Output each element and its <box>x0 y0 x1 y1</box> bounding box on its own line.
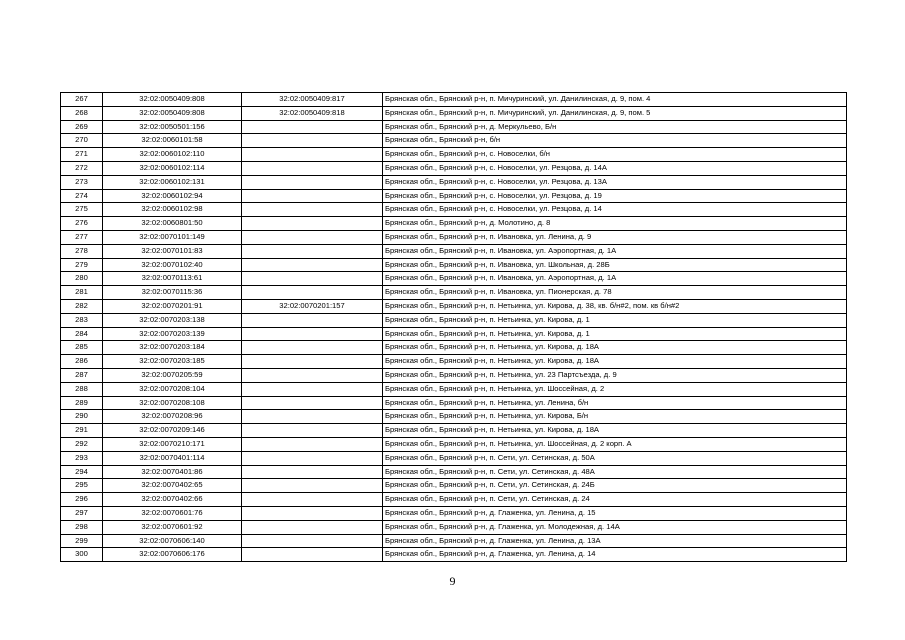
row-number-cell: 268 <box>61 106 103 120</box>
table-row <box>61 548 847 562</box>
building-number-cell <box>242 161 383 175</box>
row-number-cell: 272 <box>61 161 103 175</box>
table-row <box>61 189 847 203</box>
cadastral-number-cell: 32:02:0050409:808 <box>103 93 242 107</box>
address-cell: Брянская обл., Брянский р-н, п. Ивановка, ул. Пионерская, д. 78 <box>383 286 847 300</box>
cadastral-number-cell: 32:02:0070601:76 <box>103 506 242 520</box>
address-cell: Брянская обл., Брянский р-н, с. Новоселки, ул. Резцова, д. 13А <box>383 175 847 189</box>
building-number-cell <box>242 437 383 451</box>
row-number-cell: 273 <box>61 175 103 189</box>
building-number-cell <box>242 396 383 410</box>
table-row <box>61 134 847 148</box>
address-cell: Брянская обл., Брянский р-н, с. Новоселки, ул. Резцова, д. 14А <box>383 161 847 175</box>
table-row <box>61 313 847 327</box>
cadastral-number-cell: 32:02:0060102:114 <box>103 161 242 175</box>
row-number-cell: 290 <box>61 410 103 424</box>
cadastral-number-cell: 32:02:0070402:65 <box>103 479 242 493</box>
building-number-cell <box>242 327 383 341</box>
row-number-cell: 269 <box>61 120 103 134</box>
cadastral-number-cell: 32:02:0060102:98 <box>103 203 242 217</box>
building-number-cell <box>242 355 383 369</box>
table-row <box>61 120 847 134</box>
address-cell: Брянская обл., Брянский р-н, п. Нетьинка, ул. Шоссейная, д. 2 <box>383 382 847 396</box>
address-cell: Брянская обл., Брянский р-н, д. Глаженка, ул. Ленина, д. 15 <box>383 506 847 520</box>
table-row <box>61 479 847 493</box>
row-number-cell: 284 <box>61 327 103 341</box>
row-number-cell: 295 <box>61 479 103 493</box>
building-number-cell <box>242 451 383 465</box>
row-number-cell: 288 <box>61 382 103 396</box>
table-row <box>61 93 847 107</box>
building-number-cell <box>242 382 383 396</box>
cadastral-number-cell: 32:02:0070401:86 <box>103 465 242 479</box>
building-number-cell <box>242 272 383 286</box>
page-number: 9 <box>449 574 456 588</box>
address-cell: Брянская обл., Брянский р-н, д. Меркульево, Б/н <box>383 120 847 134</box>
building-number-cell <box>242 368 383 382</box>
row-number-cell: 287 <box>61 368 103 382</box>
table-row <box>61 258 847 272</box>
cadastral-number-cell: 32:02:0050409:808 <box>103 106 242 120</box>
row-number-cell: 282 <box>61 299 103 313</box>
address-cell: Брянская обл., Брянский р-н, п. Нетьинка, ул. Кирова, д. 1 <box>383 327 847 341</box>
cadastral-number-cell: 32:02:0050501:156 <box>103 120 242 134</box>
table-row <box>61 217 847 231</box>
row-number-cell: 285 <box>61 341 103 355</box>
building-number-cell <box>242 341 383 355</box>
building-number-cell <box>242 313 383 327</box>
building-number-cell <box>242 465 383 479</box>
row-number-cell: 276 <box>61 217 103 231</box>
row-number-cell: 267 <box>61 93 103 107</box>
cadastral-number-cell: 32:02:0070606:176 <box>103 548 242 562</box>
cadastral-number-cell: 32:02:0070101:83 <box>103 244 242 258</box>
address-cell: Брянская обл., Брянский р-н, п. Нетьинка, ул. Кирова, д. 1 <box>383 313 847 327</box>
cadastral-number-cell: 32:02:0060102:110 <box>103 148 242 162</box>
building-number-cell <box>242 203 383 217</box>
row-number-cell: 291 <box>61 424 103 438</box>
table-row <box>61 451 847 465</box>
cadastral-number-cell: 32:02:0070115:36 <box>103 286 242 300</box>
address-cell: Брянская обл., Брянский р-н, п. Нетьинка, ул. 23 Партсъезда, д. 9 <box>383 368 847 382</box>
table-row <box>61 341 847 355</box>
table-row <box>61 506 847 520</box>
address-cell: Брянская обл., Брянский р-н, с. Новоселки, ул. Резцова, д. 19 <box>383 189 847 203</box>
cadastral-number-cell: 32:02:0070208:96 <box>103 410 242 424</box>
cadastral-number-cell: 32:02:0070201:91 <box>103 299 242 313</box>
row-number-cell: 297 <box>61 506 103 520</box>
row-number-cell: 299 <box>61 534 103 548</box>
cadastral-number-cell: 32:02:0070102:40 <box>103 258 242 272</box>
cadastral-number-cell: 32:02:0070203:139 <box>103 327 242 341</box>
table-row <box>61 424 847 438</box>
row-number-cell: 296 <box>61 493 103 507</box>
building-number-cell: 32:02:0050409:817 <box>242 93 383 107</box>
cadastral-number-cell: 32:02:0070209:146 <box>103 424 242 438</box>
building-number-cell <box>242 286 383 300</box>
address-cell: Брянская обл., Брянский р-н, д. Глаженка, ул. Молодежная, д. 14А <box>383 520 847 534</box>
cadastral-number-cell: 32:02:0070606:140 <box>103 534 242 548</box>
cadastral-number-cell: 32:02:0060801:50 <box>103 217 242 231</box>
table-row <box>61 244 847 258</box>
cadastral-number-cell: 32:02:0060102:131 <box>103 175 242 189</box>
address-cell: Брянская обл., Брянский р-н, п. Мичуринский, ул. Данилинская, д. 9, пом. 4 <box>383 93 847 107</box>
table-row <box>61 230 847 244</box>
row-number-cell: 277 <box>61 230 103 244</box>
row-number-cell: 283 <box>61 313 103 327</box>
table-row <box>61 161 847 175</box>
cadastral-number-cell: 32:02:0070203:184 <box>103 341 242 355</box>
address-cell: Брянская обл., Брянский р-н, п. Нетьинка, ул. Ленина, б/н <box>383 396 847 410</box>
building-number-cell <box>242 493 383 507</box>
address-cell: Брянская обл., Брянский р-н, с. Новоселки, б/н <box>383 148 847 162</box>
building-number-cell <box>242 230 383 244</box>
building-number-cell <box>242 175 383 189</box>
cadastral-number-cell: 32:02:0070101:149 <box>103 230 242 244</box>
table-row <box>61 299 847 313</box>
row-number-cell: 275 <box>61 203 103 217</box>
cadastral-number-cell: 32:02:0070113:61 <box>103 272 242 286</box>
cadastral-number-cell: 32:02:0070208:108 <box>103 396 242 410</box>
building-number-cell <box>242 148 383 162</box>
address-cell: Брянская обл., Брянский р-н, б/н <box>383 134 847 148</box>
table-row <box>61 465 847 479</box>
building-number-cell <box>242 189 383 203</box>
table-row <box>61 437 847 451</box>
building-number-cell <box>242 134 383 148</box>
table-row <box>61 493 847 507</box>
building-number-cell <box>242 424 383 438</box>
building-number-cell <box>242 217 383 231</box>
table-row <box>61 286 847 300</box>
address-cell: Брянская обл., Брянский р-н, п. Ивановка, ул. Ленина, д. 9 <box>383 230 847 244</box>
row-number-cell: 279 <box>61 258 103 272</box>
row-number-cell: 300 <box>61 548 103 562</box>
table-row <box>61 534 847 548</box>
cadastral-number-cell: 32:02:0060102:94 <box>103 189 242 203</box>
building-number-cell: 32:02:0050409:818 <box>242 106 383 120</box>
cadastral-number-cell: 32:02:0070205:59 <box>103 368 242 382</box>
cadastral-number-cell: 32:02:0060101:58 <box>103 134 242 148</box>
cadastral-number-cell: 32:02:0070402:66 <box>103 493 242 507</box>
table-row <box>61 203 847 217</box>
address-cell: Брянская обл., Брянский р-н, п. Сети, ул. Сетинская, д. 48А <box>383 465 847 479</box>
property-table <box>60 92 847 562</box>
building-number-cell <box>242 479 383 493</box>
address-cell: Брянская обл., Брянский р-н, д. Молотино, д. 8 <box>383 217 847 231</box>
row-number-cell: 280 <box>61 272 103 286</box>
row-number-cell: 293 <box>61 451 103 465</box>
row-number-cell: 289 <box>61 396 103 410</box>
table-row <box>61 382 847 396</box>
cadastral-number-cell: 32:02:0070401:114 <box>103 451 242 465</box>
table-row <box>61 396 847 410</box>
row-number-cell: 274 <box>61 189 103 203</box>
cadastral-number-cell: 32:02:0070208:104 <box>103 382 242 396</box>
table-row <box>61 355 847 369</box>
address-cell: Брянская обл., Брянский р-н, п. Нетьинка, ул. Кирова, Б/н <box>383 410 847 424</box>
address-cell: Брянская обл., Брянский р-н, п. Сети, ул. Сетинская, д. 50А <box>383 451 847 465</box>
building-number-cell <box>242 506 383 520</box>
address-cell: Брянская обл., Брянский р-н, п. Сети, ул. Сетинская, д. 24 <box>383 493 847 507</box>
building-number-cell <box>242 258 383 272</box>
row-number-cell: 298 <box>61 520 103 534</box>
table-row <box>61 272 847 286</box>
row-number-cell: 278 <box>61 244 103 258</box>
building-number-cell <box>242 120 383 134</box>
address-cell: Брянская обл., Брянский р-н, п. Ивановка, ул. Школьная, д. 28Б <box>383 258 847 272</box>
cadastral-number-cell: 32:02:0070601:92 <box>103 520 242 534</box>
table-row <box>61 175 847 189</box>
table-body <box>61 93 847 562</box>
address-cell: Брянская обл., Брянский р-н, п. Ивановка, ул. Аэропортная, д. 1А <box>383 244 847 258</box>
address-cell: Брянская обл., Брянский р-н, п. Сети, ул. Сетинская, д. 24Б <box>383 479 847 493</box>
row-number-cell: 294 <box>61 465 103 479</box>
table-row <box>61 148 847 162</box>
address-cell: Брянская обл., Брянский р-н, п. Нетьинка, ул. Шоссейная, д. 2 корп. А <box>383 437 847 451</box>
address-cell: Брянская обл., Брянский р-н, д. Глаженка, ул. Ленина, д. 13А <box>383 534 847 548</box>
building-number-cell <box>242 410 383 424</box>
table-row <box>61 368 847 382</box>
address-cell: Брянская обл., Брянский р-н, д. Глаженка, ул. Ленина, д. 14 <box>383 548 847 562</box>
table-row <box>61 327 847 341</box>
address-cell: Брянская обл., Брянский р-н, п. Нетьинка, ул. Кирова, д. 18А <box>383 341 847 355</box>
address-cell: Брянская обл., Брянский р-н, п. Нетьинка, ул. Кирова, д. 18А <box>383 355 847 369</box>
address-cell: Брянская обл., Брянский р-н, п. Ивановка, ул. Аэропортная, д. 1А <box>383 272 847 286</box>
address-cell: Брянская обл., Брянский р-н, п. Нетьинка, ул. Кирова, д. 38, кв. б/н#2, пом. кв б/н#2 <box>383 299 847 313</box>
building-number-cell <box>242 244 383 258</box>
address-cell: Брянская обл., Брянский р-н, с. Новоселки, ул. Резцова, д. 14 <box>383 203 847 217</box>
cadastral-number-cell: 32:02:0070210:171 <box>103 437 242 451</box>
row-number-cell: 292 <box>61 437 103 451</box>
building-number-cell <box>242 520 383 534</box>
cadastral-number-cell: 32:02:0070203:138 <box>103 313 242 327</box>
building-number-cell: 32:02:0070201:157 <box>242 299 383 313</box>
row-number-cell: 271 <box>61 148 103 162</box>
building-number-cell <box>242 534 383 548</box>
building-number-cell <box>242 548 383 562</box>
row-number-cell: 270 <box>61 134 103 148</box>
table-row <box>61 106 847 120</box>
table-row <box>61 520 847 534</box>
table-row <box>61 410 847 424</box>
address-cell: Брянская обл., Брянский р-н, п. Мичуринский, ул. Данилинская, д. 9, пом. 5 <box>383 106 847 120</box>
cadastral-number-cell: 32:02:0070203:185 <box>103 355 242 369</box>
address-cell: Брянская обл., Брянский р-н, п. Нетьинка, ул. Кирова, д. 18А <box>383 424 847 438</box>
row-number-cell: 281 <box>61 286 103 300</box>
row-number-cell: 286 <box>61 355 103 369</box>
